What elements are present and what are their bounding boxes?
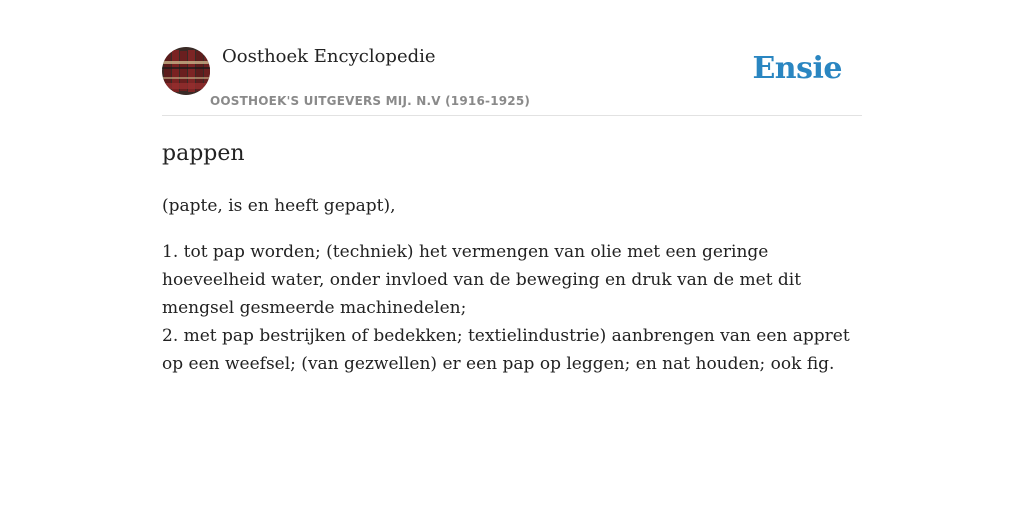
definition-item: 2. met pap bestrijken of bedekken; textielindustrie) aanbrengen van een appret op een weefsel; (van gezwellen) er een pap op leggen; en nat houden; ook fig. bbox=[162, 326, 850, 374]
source-subtitle: OOSTHOEK'S UITGEVERS MIJ. N.V (1916-1925) bbox=[210, 94, 531, 108]
entry-grammar: (papte, is en heeft gepapt), bbox=[162, 196, 396, 216]
entry-title: pappen bbox=[162, 141, 245, 166]
ensie-logo-link[interactable]: Ensie bbox=[752, 51, 842, 86]
source-avatar[interactable] bbox=[162, 47, 210, 95]
source-title[interactable]: Oosthoek Encyclopedie bbox=[222, 46, 436, 67]
entry-definitions bbox=[162, 238, 862, 378]
encyclopedia-books-icon bbox=[162, 47, 210, 95]
entry bbox=[162, 138, 862, 378]
definition-item: 1. tot pap worden; (techniek) het vermengen van olie met een geringe hoeveelheid water, onder invloed van de beweging en druk van de met dit mengsel gesmeerde machinedelen; bbox=[162, 242, 802, 318]
source-header bbox=[162, 45, 862, 116]
